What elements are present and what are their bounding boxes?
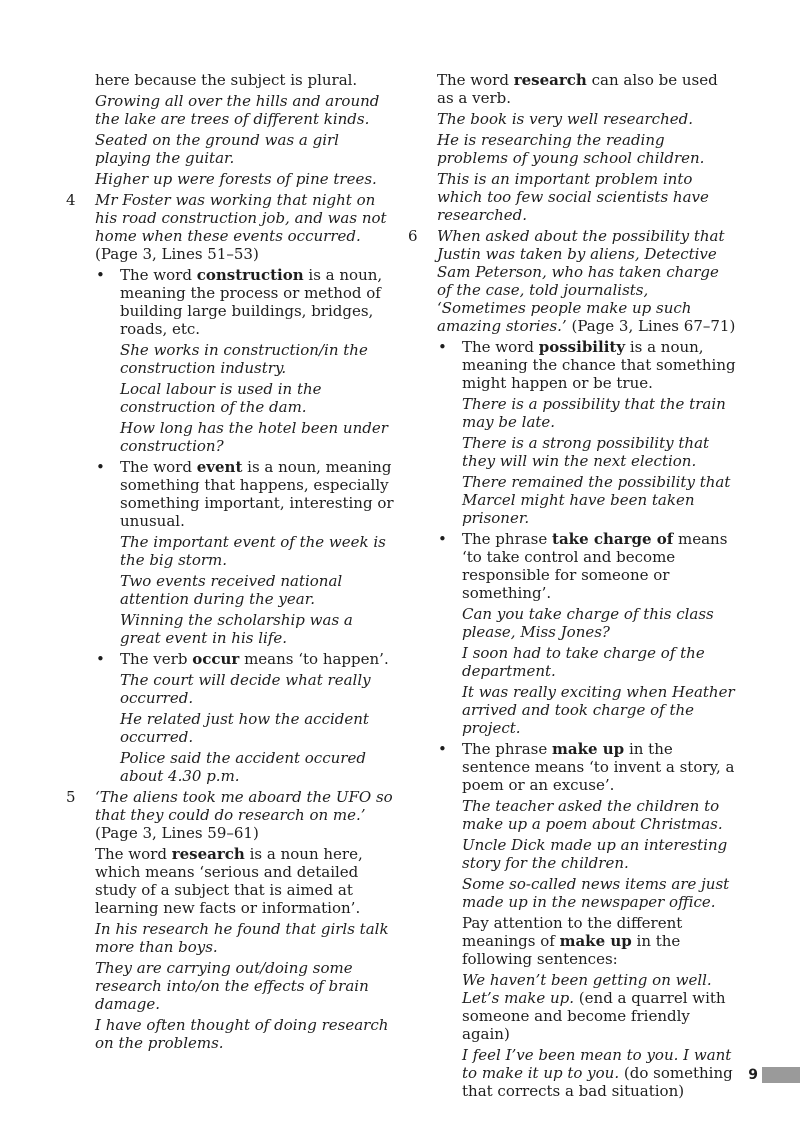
paragraph-text: Pay attention to the different meanings of (462, 914, 683, 950)
keyword: research (171, 845, 245, 863)
bullet-construction (66, 266, 396, 338)
left-column (66, 71, 396, 1055)
example-sentence: I have often thought of doing research on the problems. (95, 1016, 389, 1052)
item-number: 5 (66, 788, 76, 806)
bullet-icon: • (438, 740, 447, 758)
bullet-text: The phrase (462, 740, 553, 758)
example-sentence: Local labour is used in the construction of the dam. (120, 380, 322, 416)
bullet-icon: • (438, 338, 447, 356)
bullet-event (66, 458, 396, 530)
bullet-text: is a noun, meaning the process or method of building large buildings, bridges, roads, etc. (120, 266, 383, 338)
bullet-take-charge-of (408, 530, 738, 602)
example-sentence: He related just how the accident occurred. (120, 710, 369, 746)
definition-paragraph (66, 845, 396, 917)
item-4 (66, 191, 396, 263)
keyword: occur (192, 650, 240, 668)
bullet-text: means ‘to take control and become responsible for someone or something’. (462, 530, 728, 602)
example-sentence: Uncle Dick made up an interesting story for the children. (462, 836, 728, 872)
paragraph-text: The word (95, 845, 172, 863)
example-sentence: Two events received national attention during the year. (120, 572, 343, 608)
item-quote: When asked about the possibility that Justin was taken by aliens, Detective Sam Peterson, who has taken charge of the case, told journalists, ‘Sometimes people make up such amazing stories.’ (437, 227, 725, 335)
right-column (408, 71, 738, 1103)
definition-paragraph (408, 71, 738, 107)
example-sentence: This is an important problem into which too few social scientists have researched. (437, 170, 709, 224)
item-number: 6 (408, 227, 418, 245)
example-italic: I feel I’ve been mean to you. I want to make it up to you. (462, 1046, 732, 1082)
keyword: event (196, 458, 243, 476)
example-sentence: Some so-called news items are just made up in the newspaper office. (462, 875, 730, 911)
example-sentence: Winning the scholarship was a great event in his life. (120, 611, 353, 647)
example-sentence: They are carrying out/doing some research into/on the effects of brain damage. (95, 959, 369, 1013)
bullet-text: The word (462, 338, 539, 356)
paragraph-text: is a noun here, which means ‘serious and detailed study of a subject that is aimed at learning new facts or information’. (95, 845, 363, 917)
bullet-text: in the sentence means ‘to invent a story, a poem or an excuse’. (462, 740, 735, 794)
example-sentence: I soon had to take charge of the department. (462, 644, 705, 680)
example-sentence: Growing all over the hills and around the lake are trees of different kinds. (95, 92, 380, 128)
bullet-text: The word (120, 458, 197, 476)
example-italic: We haven’t been getting on well. Let’s make up. (462, 971, 712, 1007)
example-sentence: The book is very well researched. (437, 110, 693, 128)
example-sentence: In his research he found that girls talk more than boys. (95, 920, 389, 956)
bullet-occur (66, 650, 396, 668)
keyword: construction (196, 266, 304, 284)
example-note: (do something that corrects a bad situation) (462, 1064, 733, 1100)
bullet-text: is a noun, meaning the chance that something might happen or be true. (462, 338, 736, 392)
item-quote: ‘The aliens took me aboard the UFO so that they could do research on me.’ (95, 788, 393, 824)
example-sentence: Seated on the ground was a girl playing the guitar. (95, 131, 339, 167)
example-sentence (408, 1046, 738, 1100)
item-6 (408, 227, 738, 335)
page-number (748, 1065, 800, 1085)
definition-paragraph (408, 914, 738, 968)
example-sentence: There remained the possibility that Marcel might have been taken prisoner. (462, 473, 731, 527)
paragraph-text: in the following sentences: (462, 932, 681, 968)
keyword: make up (559, 932, 632, 950)
example-sentence (408, 971, 738, 1043)
bullet-possibility (408, 338, 738, 392)
example-sentence: How long has the hotel been under construction? (120, 419, 388, 455)
keyword: take charge of (552, 530, 674, 548)
example-sentence: The court will decide what really occurred. (120, 671, 371, 707)
keyword: make up (552, 740, 625, 758)
example-sentence: It was really exciting when Heather arrived and took charge of the project. (462, 683, 735, 737)
example-sentence: Higher up were forests of pine trees. (95, 170, 377, 188)
bullet-icon: • (96, 458, 105, 476)
example-sentence: The important event of the week is the big storm. (120, 533, 386, 569)
page-number-text: 9 (748, 1067, 758, 1083)
keyword: possibility (538, 338, 626, 356)
text-line: here because the subject is plural. (95, 71, 358, 89)
bullet-icon: • (438, 530, 447, 548)
example-note: (end a quarrel with someone and become friendly again) (462, 989, 726, 1043)
bullet-icon: • (96, 650, 105, 668)
example-sentence: Can you take charge of this class please, Miss Jones? (462, 605, 714, 641)
item-reference: (Page 3, Lines 67–71) (571, 317, 736, 335)
item-number: 4 (66, 191, 76, 209)
example-sentence: Police said the accident occured about 4.30 p.m. (120, 749, 366, 785)
example-sentence: He is researching the reading problems of young school children. (437, 131, 705, 167)
example-sentence: The teacher asked the children to make up a poem about Christmas. (462, 797, 723, 833)
paragraph-text: The word (437, 71, 514, 89)
bullet-icon: • (96, 266, 105, 284)
item-reference: (Page 3, Lines 59–61) (95, 824, 259, 842)
item-reference: (Page 3, Lines 51–53) (95, 245, 259, 263)
bullet-text: is a noun, meaning something that happens, especially something important, interesting or unusual. (120, 458, 394, 530)
bullet-make-up (408, 740, 738, 794)
bullet-text: The word (120, 266, 197, 284)
bullet-text: The verb (120, 650, 193, 668)
page-number-bar (762, 1067, 800, 1083)
example-sentence: There is a possibility that the train may be late. (462, 395, 726, 431)
bullet-text: means ‘to happen’. (239, 650, 389, 668)
item-quote: Mr Foster was working that night on his road construction job, and was not home when these events occurred. (95, 191, 387, 245)
example-sentence: There is a strong possibility that they will win the next election. (462, 434, 710, 470)
bullet-text: The phrase (462, 530, 553, 548)
example-sentence: She works in construction/in the construction industry. (120, 341, 368, 377)
paragraph-text: can also be used as a verb. (437, 71, 718, 107)
item-5 (66, 788, 396, 842)
keyword: research (513, 71, 587, 89)
